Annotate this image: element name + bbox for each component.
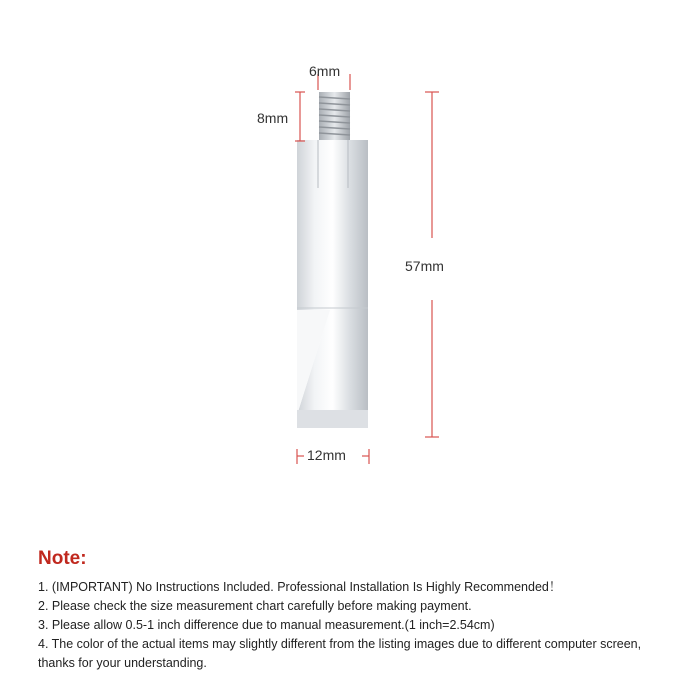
- note-item: 3. Please allow 0.5-1 inch difference due to manual measurement.(1 inch=2.54cm): [38, 618, 495, 632]
- threaded-stud: [319, 92, 350, 142]
- note-title: Note:: [38, 548, 87, 569]
- hex-head: [297, 140, 368, 188]
- dimension-thread-length: [295, 92, 305, 141]
- label-top-width: 6mm: [309, 63, 341, 79]
- shaft-body: [297, 188, 368, 428]
- note-item: 2. Please check the size measurement chart carefully before making payment.: [38, 599, 472, 613]
- note-item: 4. The color of the actual items may slightly different from the listing images due to different computer screen, thanks for your understanding.: [38, 637, 642, 670]
- label-thread-length: 8mm: [257, 110, 289, 126]
- notes-section: [38, 548, 678, 673]
- label-total-length: 57mm: [405, 258, 444, 274]
- label-bottom-width: 12mm: [307, 447, 346, 463]
- note-item: 1. (IMPORTANT) No Instructions Included. Professional Installation Is Highly Recommended！: [38, 580, 562, 594]
